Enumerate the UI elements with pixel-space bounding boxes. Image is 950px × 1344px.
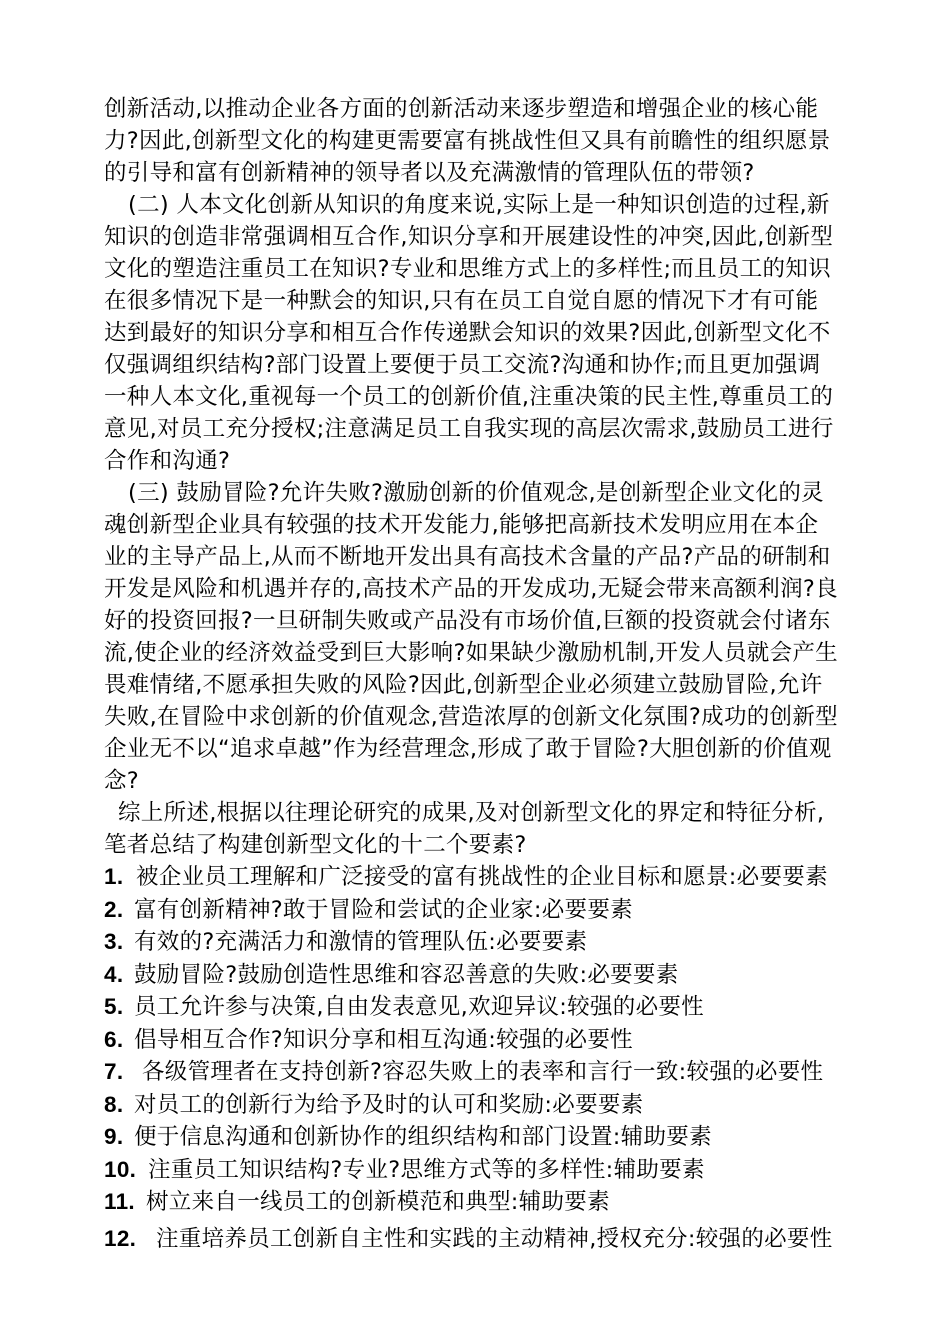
- list-item: [104, 1024, 864, 1057]
- text-line: 创新活动,以推动企业各方面的创新活动来逐步塑造和增强企业的核心能: [104, 96, 819, 122]
- text-line: 业的主导产品上,从而不断地开发出具有高技术含量的产品?产品的研制和: [104, 544, 831, 570]
- list-item-number: 6.: [104, 1026, 124, 1052]
- text-line: 念?: [104, 768, 140, 794]
- list-item: [104, 991, 864, 1024]
- text-line: 文化的塑造注重员工在知识?专业和思维方式上的多样性;而且员工的知识: [104, 256, 831, 282]
- text-line: 知识的创造非常强调相互合作,知识分享和开展建设性的冲突,因此,创新型: [104, 224, 834, 250]
- list-item: [104, 861, 864, 894]
- text-line: 的引导和富有创新精神的领导者以及充满激情的管理队伍的带领?: [104, 160, 755, 186]
- text-line: 开发是风险和机遇并存的,高技术产品的开发成功,无疑会带来高额利润?良: [104, 576, 838, 602]
- list-item-text: 富有创新精神?敢于冒险和尝试的企业家:必要要素: [134, 896, 633, 923]
- text-line: 合作和沟通?: [104, 448, 231, 474]
- text-line: 企业无不以“追求卓越”作为经营理念,形成了敢于冒险?大胆创新的价值观: [104, 736, 832, 762]
- text-line: 达到最好的知识分享和相互合作传递默会知识的效果?因此,创新型文化不: [104, 320, 831, 346]
- list-item-number: 8.: [104, 1091, 124, 1117]
- text-line: 在很多情况下是一种默会的知识,只有在员工自觉自愿的情况下才有可能: [104, 288, 819, 314]
- elements-list: [104, 861, 864, 1255]
- list-item-number: 3.: [104, 929, 124, 954]
- document-page: [104, 93, 864, 1255]
- text-line: 笔者总结了构建创新型文化的十二个要素?: [104, 832, 527, 858]
- list-item: [104, 959, 864, 992]
- text-line: 意见,对员工充分授权;注意满足员工自我实现的高层次需求,鼓励员工进行: [104, 416, 834, 442]
- list-item-text: 各级管理者在支持创新?容忍失败上的表率和言行一致:较强的必要性: [142, 1059, 824, 1085]
- list-item-number: 1.: [104, 864, 124, 889]
- list-item-number: 12.: [104, 1225, 137, 1251]
- text-line: 一种人本文化,重视每一个员工的创新价值,注重决策的民主性,尊重员工的: [104, 384, 834, 410]
- paragraph-risk-encouragement: [104, 477, 864, 797]
- list-item-text: 树立来自一线员工的创新模范和典型:辅助要素: [146, 1189, 610, 1215]
- text-line: 仅强调组织结构?部门设置上要便于员工交流?沟通和协作;而且更加强调: [104, 352, 821, 378]
- text-line: 好的投资回报?一旦研制失败或产品没有市场价值,巨额的投资就会付诸东: [104, 608, 831, 634]
- list-item-number: 11.: [104, 1189, 135, 1214]
- list-item-number: 10.: [104, 1156, 137, 1182]
- list-item-text: 注重员工知识结构?专业?思维方式等的多样性:辅助要素: [148, 1156, 705, 1183]
- list-item-text: 倡导相互合作?知识分享和相互沟通:较强的必要性: [134, 1026, 633, 1053]
- list-item-number: 5.: [104, 994, 124, 1019]
- list-item-text: 被企业员工理解和广泛接受的富有挑战性的企业目标和愿景:必要要素: [136, 864, 828, 890]
- list-item: [104, 926, 864, 959]
- paragraph-continuation: [104, 93, 864, 189]
- text-line: 综上所述,根据以往理论研究的成果,及对创新型文化的界定和特征分析,: [118, 800, 825, 826]
- text-line: 失败,在冒险中求创新的价值观念,营造浓厚的创新文化氛围?成功的创新型: [104, 704, 838, 730]
- list-item-text: 有效的?充满活力和激情的管理队伍:必要要素: [134, 929, 588, 955]
- list-item: [104, 1154, 864, 1187]
- list-item: [104, 1121, 864, 1154]
- paragraph-humanistic-culture: [104, 189, 864, 477]
- text-line: 畏难情绪,不愿承担失败的风险?因此,创新型企业必须建立鼓励冒险,允许: [104, 672, 823, 698]
- text-line: (二) 人本文化创新从知识的角度来说,实际上是一种知识创造的过程,新: [128, 192, 830, 218]
- list-item: [104, 1089, 864, 1122]
- list-item: [104, 1056, 864, 1089]
- list-item-text: 注重培养员工创新自主性和实践的主动精神,授权充分:较强的必要性: [156, 1225, 833, 1252]
- list-item-text: 便于信息沟通和创新协作的组织结构和部门设置:辅助要素: [134, 1124, 712, 1150]
- paragraph-summary: [104, 797, 864, 861]
- list-item: [104, 1186, 864, 1219]
- list-item-text: 鼓励冒险?鼓励创造性思维和容忍善意的失败:必要要素: [134, 961, 679, 988]
- list-item-text: 员工允许参与决策,自由发表意见,欢迎异议:较强的必要性: [134, 994, 704, 1020]
- list-item: [104, 1223, 864, 1256]
- list-item-number: 7.: [104, 1059, 124, 1084]
- text-line: 流,使企业的经济效益受到巨大影响?如果缺少激励机制,开发人员就会产生: [104, 640, 838, 666]
- list-item-text: 对员工的创新行为给予及时的认可和奖励:必要要素: [134, 1091, 644, 1118]
- list-item-number: 4.: [104, 961, 124, 987]
- list-item-number: 2.: [104, 896, 124, 922]
- text-line: 魂创新型企业具有较强的技术开发能力,能够把高新技术发明应用在本企: [104, 512, 819, 538]
- text-line: 力?因此,创新型文化的构建更需要富有挑战性但又具有前瞻性的组织愿景: [104, 128, 831, 154]
- text-line: (三) 鼓励冒险?允许失败?激励创新的价值观念,是创新型企业文化的灵: [128, 480, 824, 506]
- list-item: [104, 894, 864, 927]
- list-item-number: 9.: [104, 1124, 124, 1149]
